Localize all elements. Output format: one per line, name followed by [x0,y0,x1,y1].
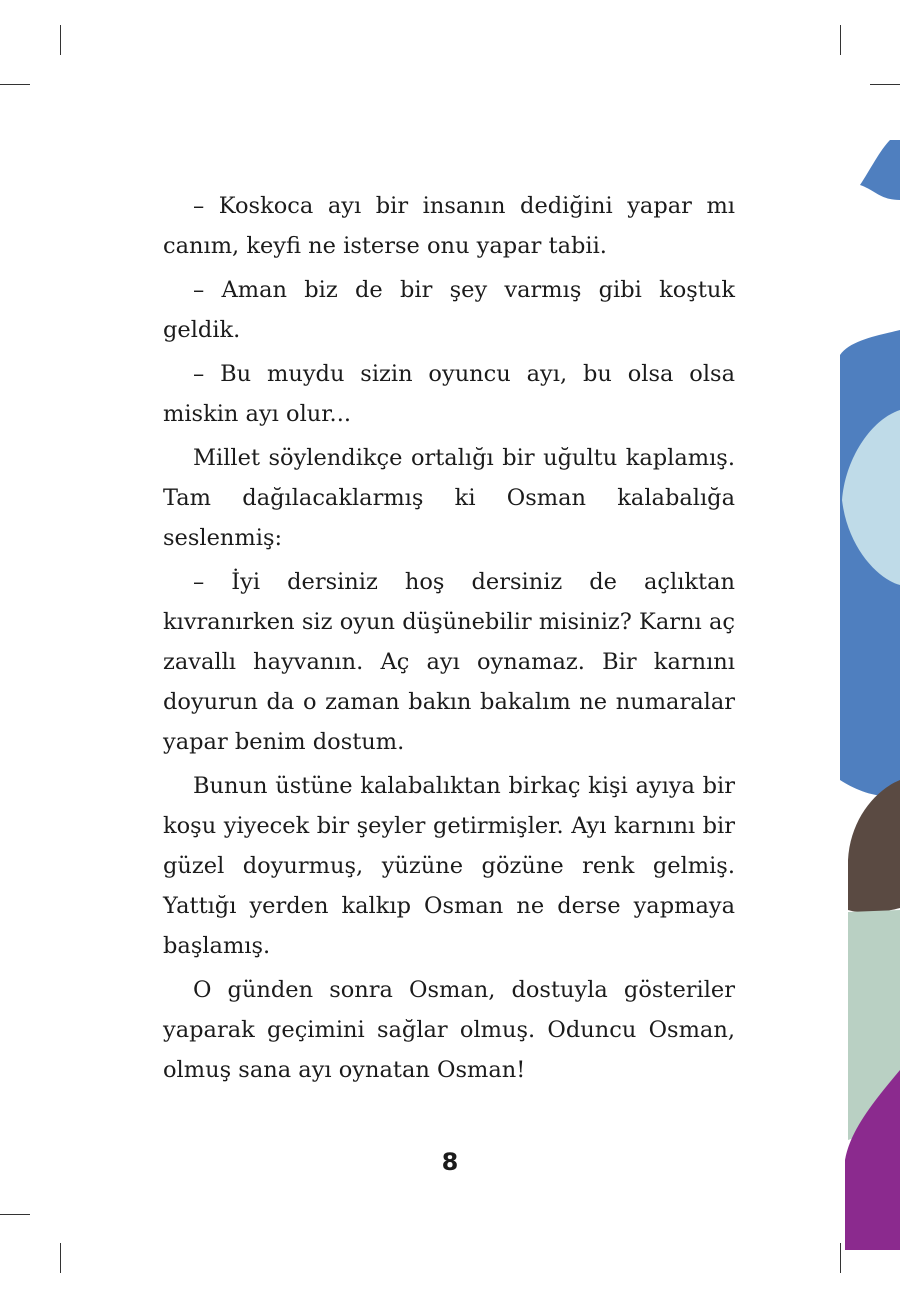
crop-mark [840,25,841,55]
edge-illustration [820,140,900,1250]
paragraph: – Aman biz de bir şey varmış gibi koştuk geldik. [163,277,735,343]
illustration-shape [860,140,900,200]
illustration-shape [848,780,900,913]
paragraph: Millet söylendikçe ortalığı bir uğultu kaplamış. Tam dağılacaklarmış ki Osman kalabalığa seslenmiş: [163,445,735,551]
paragraph: Bunun üstüne kalabalıktan birkaç kişi ayıya bir koşu yiyecek bir şeyler getirmişler. Ayı karnını bir güzel doyurmuş, yüzüne gözüne renk gelmiş. Yattığı yerden kalkıp Osman ne derse yapmaya başlamış. [163,773,735,959]
paragraph: O günden sonra Osman, dostuyla gösteriler yaparak geçimini sağlar olmuş. Oduncu Osman, olmuş sana ayı oynatan Osman! [163,977,735,1083]
crop-mark [0,84,30,85]
page-number: 8 [441,1148,459,1176]
crop-mark [0,1214,30,1215]
crop-mark [870,84,900,85]
crop-mark [60,1243,61,1273]
paragraph: – Bu muydu sizin oyuncu ayı, bu olsa olsa miskin ayı olur... [163,361,735,427]
story-text [163,186,735,1094]
crop-mark [60,25,61,55]
paragraph: – İyi dersiniz hoş dersiniz de açlıktan kıvranırken siz oyun düşünebilir misiniz? Karnı aç zavallı hayvanın. Aç ayı oynamaz. Bir karnını doyurun da o zaman bakın bakalım ne numaralar yapar benim dostum. [163,569,735,755]
paragraph: – Koskoca ayı bir insanın dediğini yapar mı canım, keyfi ne isterse onu yapar tabii. [163,193,735,259]
